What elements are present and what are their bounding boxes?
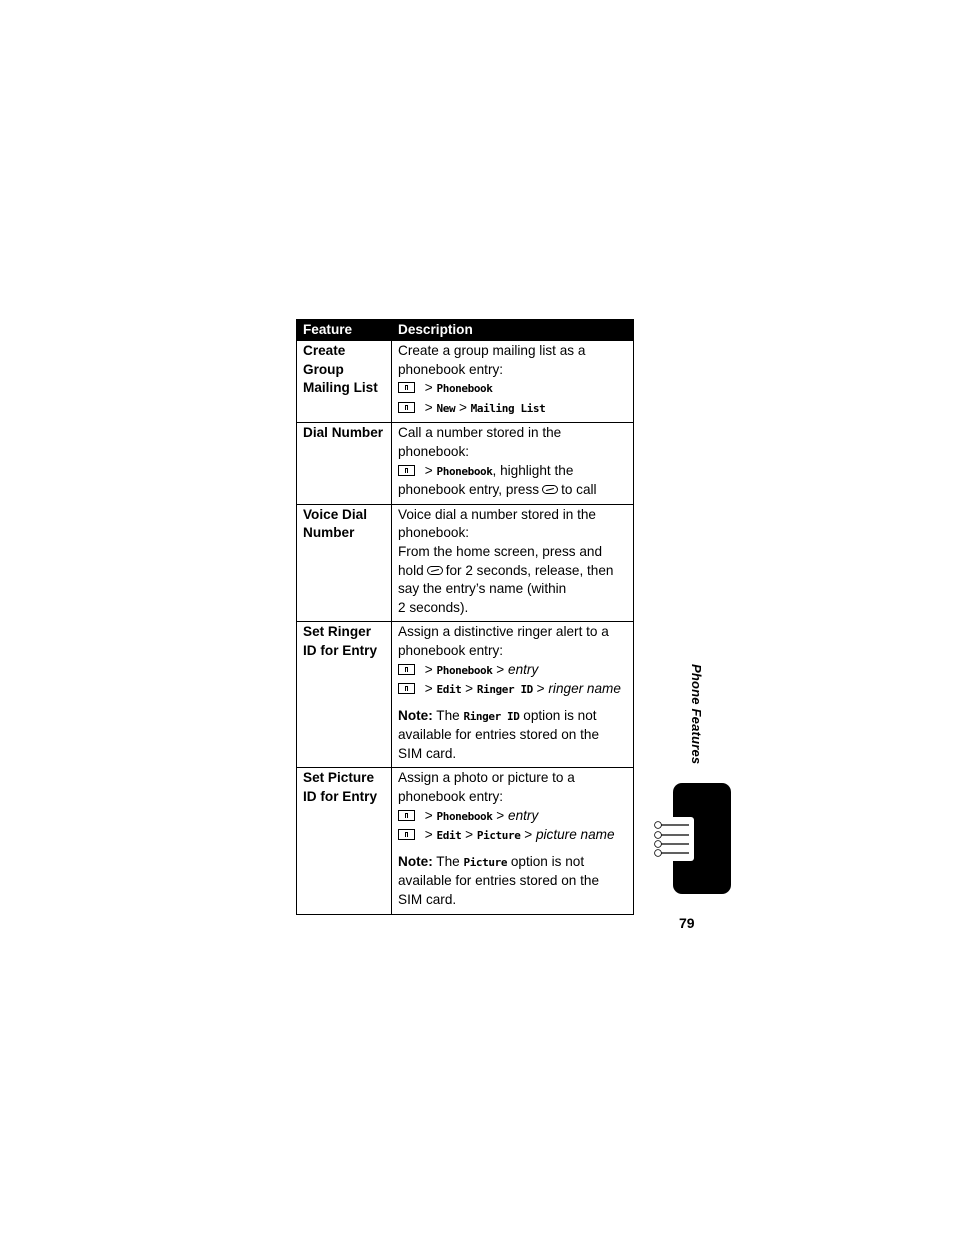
table-row — [297, 768, 634, 914]
note: Note: The Ringer ID option is not — [398, 707, 597, 723]
menu-key-icon — [398, 683, 415, 694]
feature-table — [296, 319, 634, 915]
menu-key-icon — [398, 829, 415, 840]
table-header-row — [297, 320, 634, 341]
feature-description: Assign a distinctive ringer alert to a phonebook entry: > Phonebook > entry > Edit > Ringer ID > ringer name Note: The Ringer ID option is not available for entries stored on the SIM card. — [392, 622, 634, 768]
table-row — [297, 622, 634, 768]
table-row — [297, 504, 634, 622]
feature-name: Set Picture ID for Entry — [297, 768, 392, 914]
feature-name: Dial Number — [297, 423, 392, 504]
menu-key-icon — [398, 465, 415, 476]
table-row — [297, 423, 634, 504]
section-side-label: Phone Features — [689, 664, 704, 765]
menu-key-icon — [398, 402, 415, 413]
table-row — [297, 341, 634, 423]
feature-list-icon — [654, 816, 696, 862]
feature-name: Create Group Mailing List — [297, 341, 392, 423]
feature-description: Voice dial a number stored in the phonebook: From the home screen, press and hold for 2 seconds, release, then say the entry’s name (within 2 seconds). — [392, 504, 634, 622]
feature-description: Create a group mailing list as a phonebook entry: > Phonebook > New > Mailing List — [392, 341, 634, 423]
header-feature: Feature — [297, 320, 392, 341]
note: Note: The Picture option is not — [398, 853, 585, 869]
feature-name: Set Ringer ID for Entry — [297, 622, 392, 768]
send-key-icon — [542, 485, 558, 494]
send-key-icon — [427, 566, 443, 575]
page-number: 79 — [679, 915, 695, 931]
header-description: Description — [392, 320, 634, 341]
feature-description: Assign a photo or picture to a phonebook entry: > Phonebook > entry > Edit > Picture > picture name Note: The Picture option is not available for entries stored on the SIM card. — [392, 768, 634, 914]
feature-name: Voice Dial Number — [297, 504, 392, 622]
menu-key-icon — [398, 810, 415, 821]
menu-key-icon — [398, 664, 415, 675]
feature-description: Call a number stored in the phonebook: > Phonebook, highlight the phonebook entry, press to call — [392, 423, 634, 504]
menu-key-icon — [398, 382, 415, 393]
